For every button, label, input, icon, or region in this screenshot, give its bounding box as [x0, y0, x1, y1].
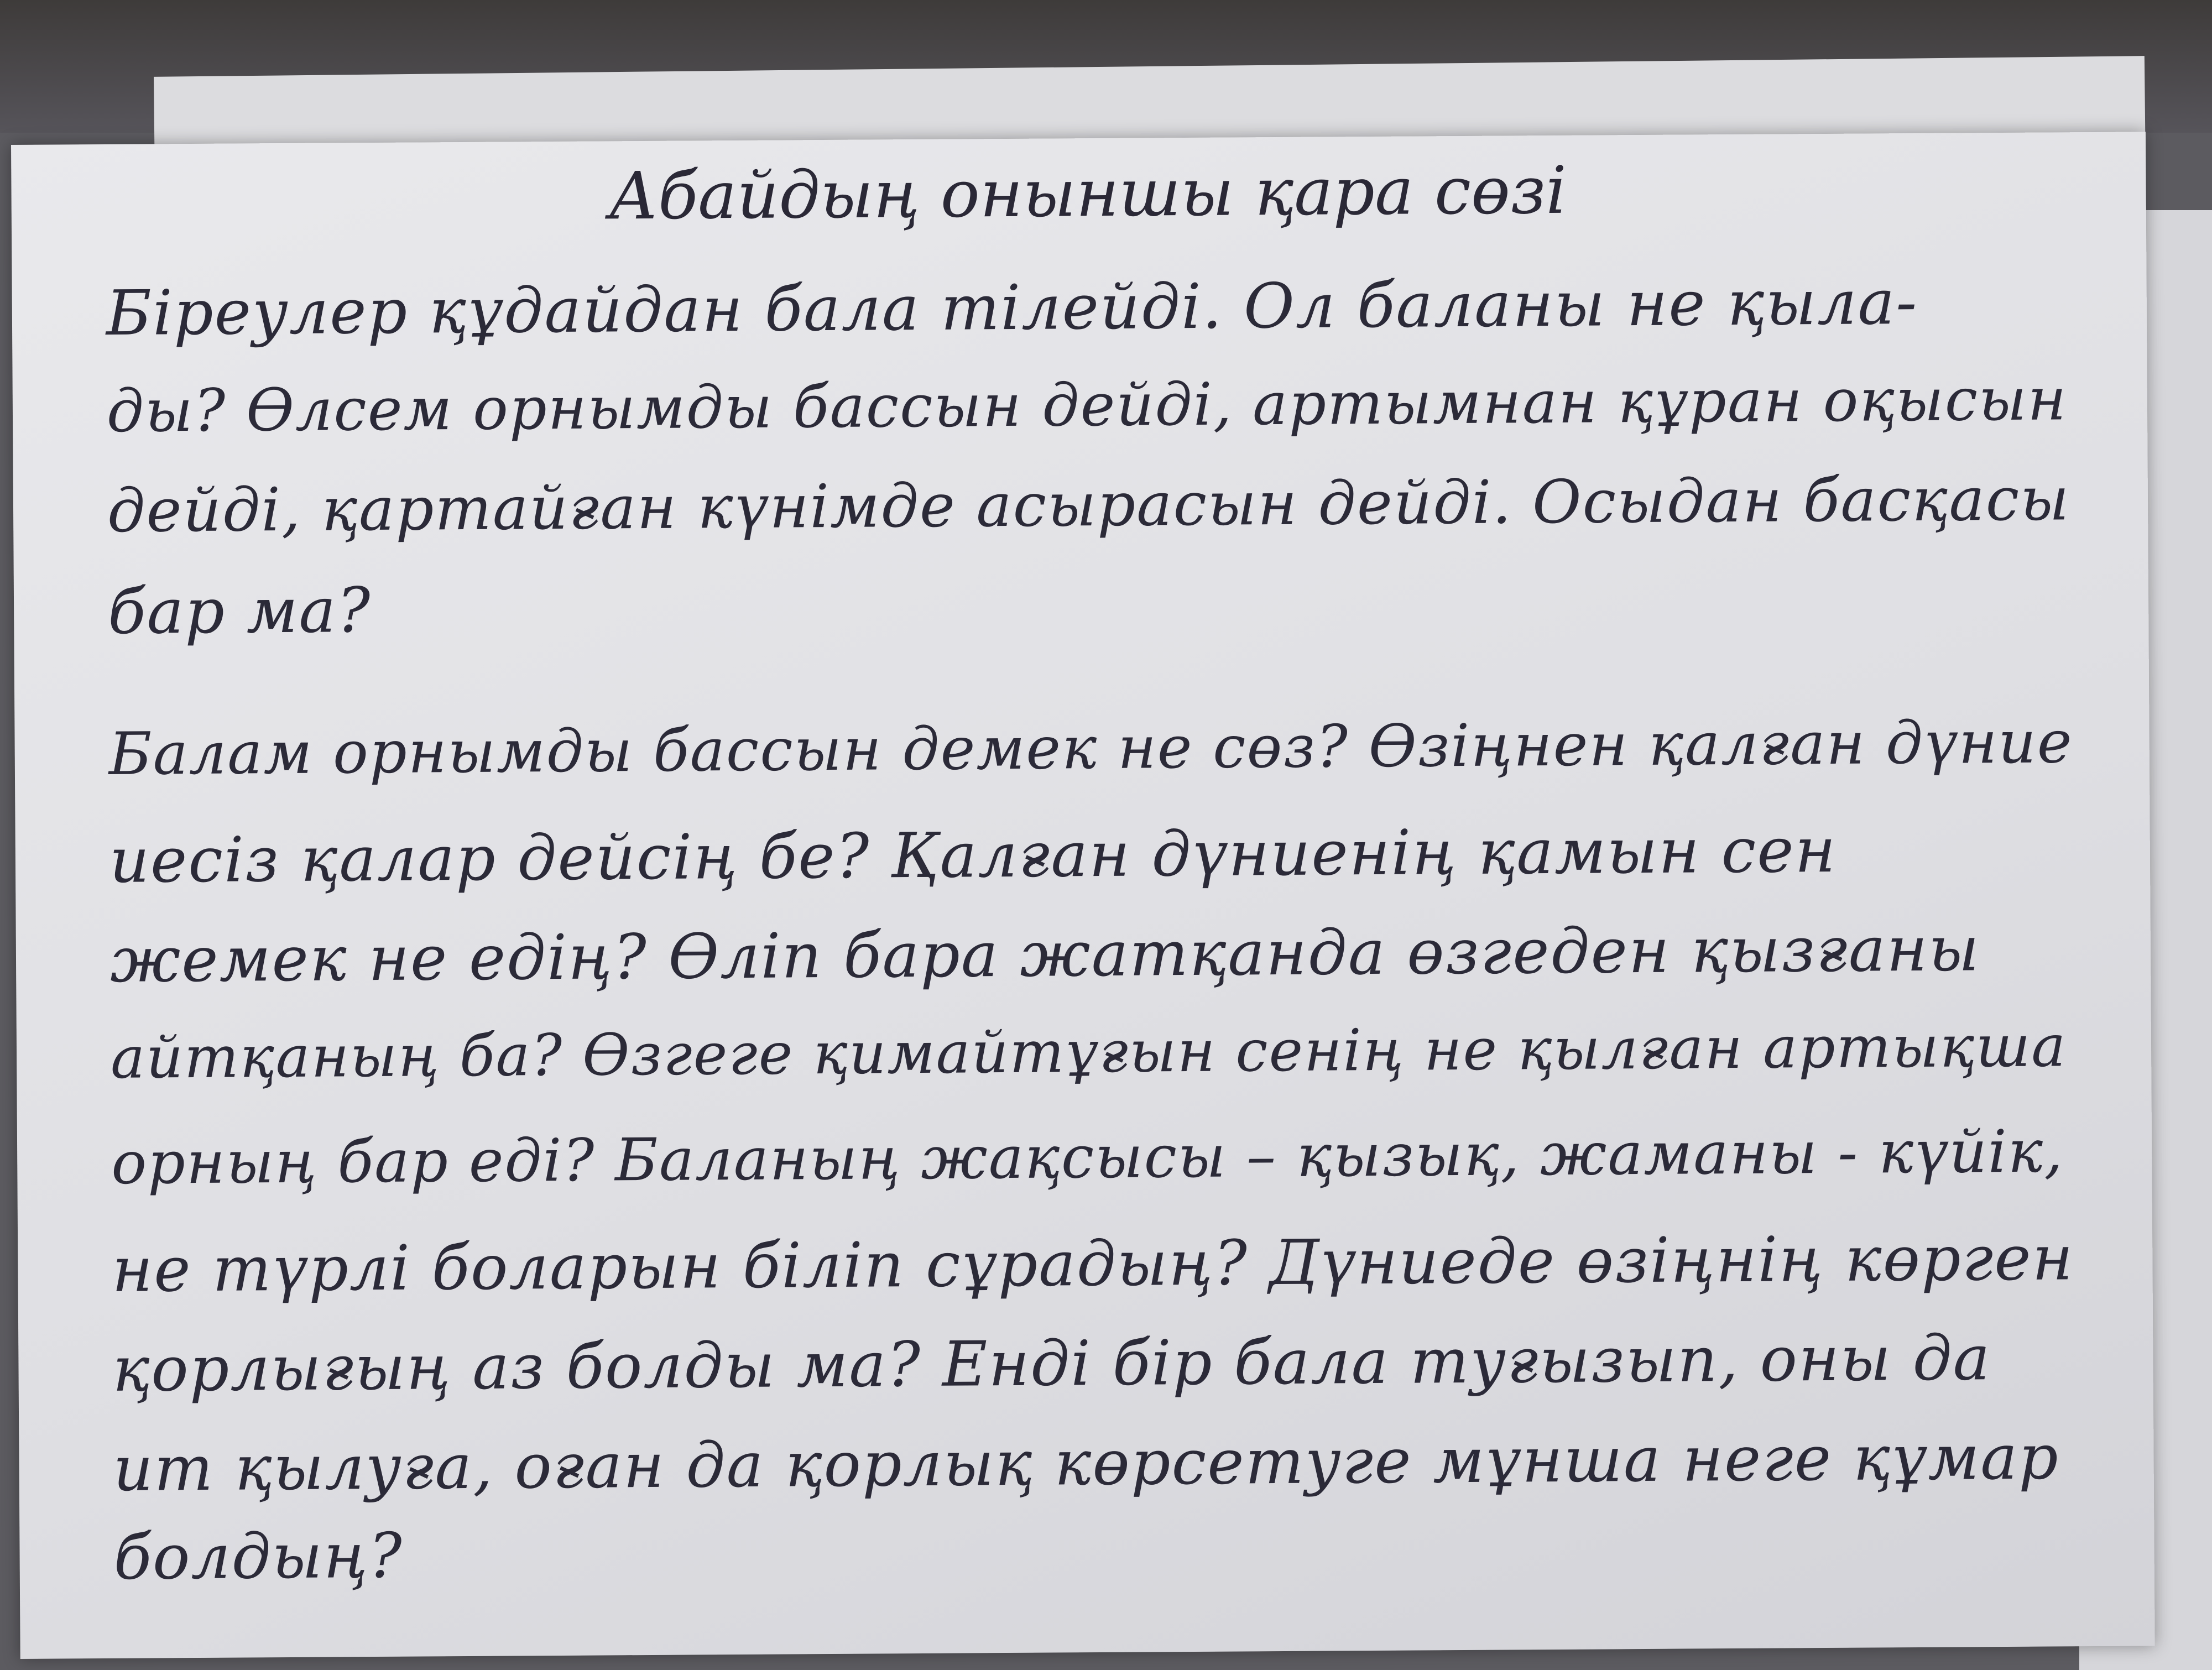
- text-line-7: жемек не едің? Өліп бара жатқанда өзгеден қызғаны: [109, 913, 1980, 996]
- text-line-11: қорлығың аз болды ма? Енді бір бала туғызып, оны да: [112, 1322, 1991, 1406]
- text-line-8: айтқаның ба? Өзгеге қимайтұғын сенің не қылған артықша: [110, 1012, 2067, 1092]
- text-line-1: Біреулер құдайдан бала тілейді. Ол баланы не қыла-: [106, 266, 1918, 349]
- text-line-13: болдың?: [113, 1520, 404, 1594]
- text-line-9: орның бар еді? Баланың жақсысы – қызық, жаманы - күйік,: [111, 1117, 2064, 1197]
- text-line-4: бар ма?: [107, 575, 372, 648]
- text-line-2: ды? Өлсем орнымды бассын дейді, артымнан құран оқысын: [106, 365, 2068, 445]
- text-line-6: иесіз қалар дейсің бе? Қалған дүниенің қамын сен: [109, 814, 1837, 897]
- handwritten-page: [11, 132, 2155, 1659]
- page-title: Абайдың оныншы қара сөзі: [608, 152, 1567, 234]
- text-line-3: дейді, қартайған күнімде асырасын дейді. Осыдан басқасы: [107, 465, 2070, 546]
- text-line-5: Балам орнымды бассын демек не сөз? Өзіңнен қалған дүние: [108, 708, 2073, 788]
- text-line-10: не түрлі боларын біліп сұрадың? Дүниеде өзіңнің көрген: [112, 1222, 2074, 1306]
- text-line-12: ит қылуға, оған да қорлық көрсетуге мұнша неге құмар: [113, 1421, 2060, 1505]
